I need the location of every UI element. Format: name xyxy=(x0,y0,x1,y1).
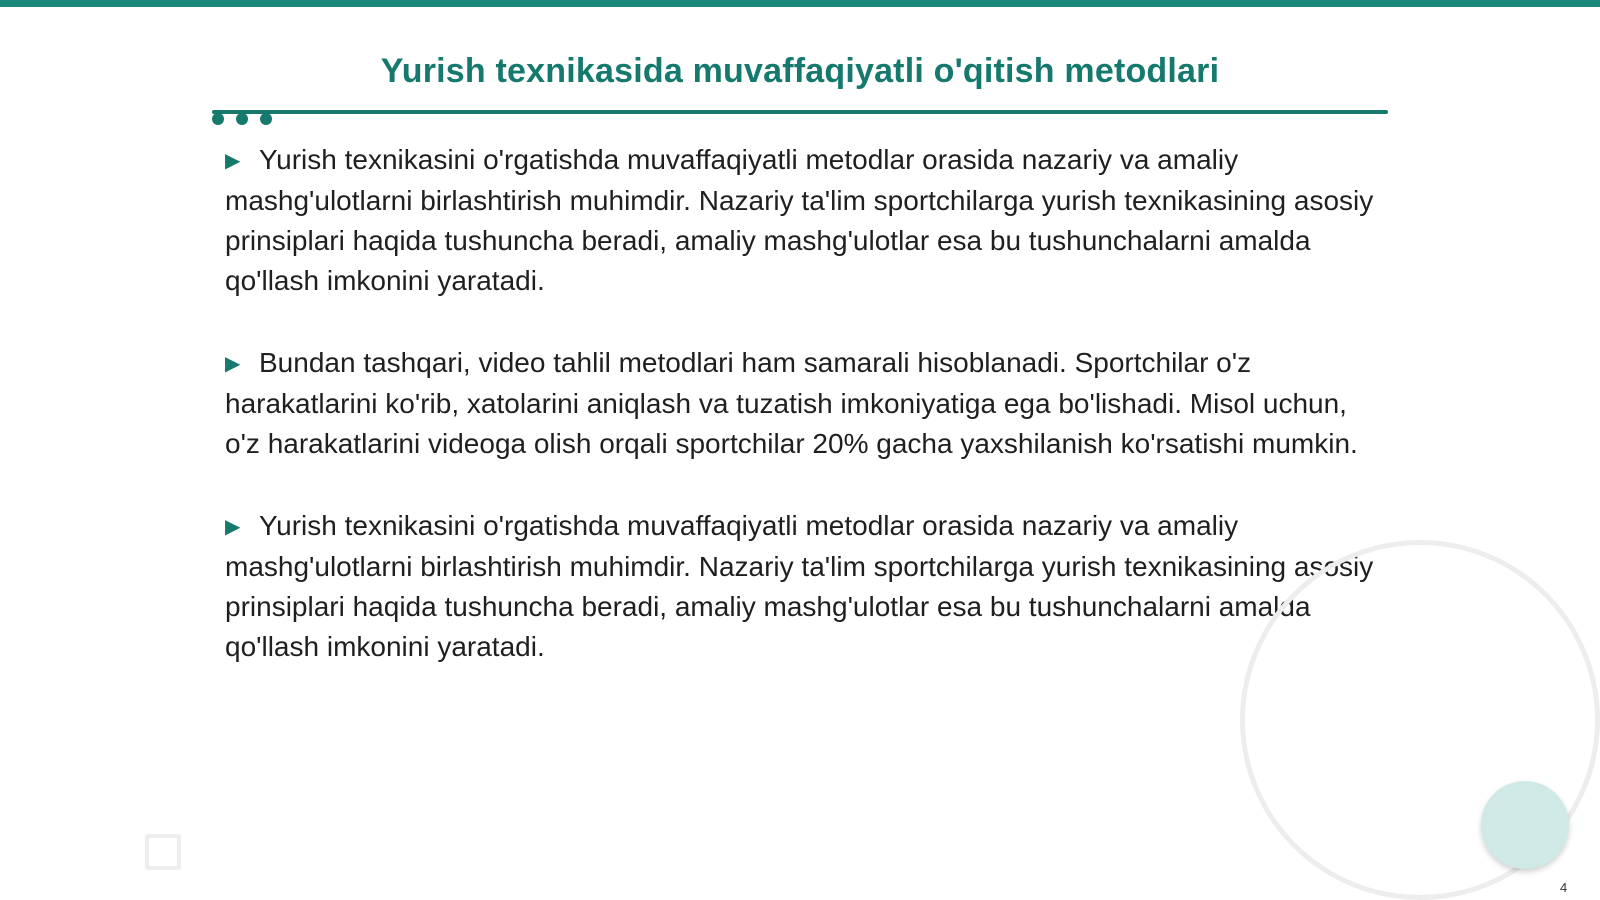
triangle-bullet-icon: ▶ xyxy=(225,353,241,375)
bullet-paragraph xyxy=(225,140,1385,301)
slide-body xyxy=(225,140,1385,709)
page-number: 4 xyxy=(1560,880,1568,895)
bullet-paragraph xyxy=(225,343,1385,464)
paragraph-text: Yurish texnikasini o'rgatishda muvaffaqiyatli metodlar orasida nazariy va amaliy mashg'ulotlarni birlashtirish muhimdir. Nazariy ta'lim sportchilarga yurish texnikasining asosiy prinsiplari haqida tushuncha beradi, amaliy mashg'ulotlar esa bu tushunchalarni amalda qo'llash imkonini yaratadi. xyxy=(225,144,1374,296)
title-dots-decoration xyxy=(212,113,282,127)
triangle-bullet-icon: ▶ xyxy=(225,516,241,538)
slide-title: Yurish texnikasida muvaffaqiyatli o'qitish metodlari xyxy=(380,52,1220,90)
paragraph-text: Yurish texnikasini o'rgatishda muvaffaqiyatli metodlar orasida nazariy va amaliy mashg'ulotlarni birlashtirish muhimdir. Nazariy ta'lim sportchilarga yurish texnikasining asosiy prinsiplari haqida tushuncha beradi, amaliy mashg'ulotlar esa bu tushunchalarni amalda qo'llash imkonini yaratadi. xyxy=(225,510,1374,662)
decor-circle xyxy=(1481,781,1569,869)
paragraph-text: Bundan tashqari, video tahlil metodlari ham samarali hisoblanadi. Sportchilar o'z harakatlarini ko'rib, xatolarini aniqlash va tuzatish imkoniyatiga ega bo'lishadi. Misol uchun, o'z harakatlarini videoga olish orqali sportchilar 20% gacha yaxshilanish ko'rsatishi mumkin. xyxy=(225,347,1358,459)
decor-dot xyxy=(236,113,248,125)
decor-dot xyxy=(212,113,224,125)
decor-square xyxy=(145,834,181,870)
triangle-bullet-icon: ▶ xyxy=(225,150,241,172)
decor-dot xyxy=(260,113,272,125)
bullet-paragraph xyxy=(225,506,1385,667)
title-underline xyxy=(212,110,1388,114)
top-accent-bar xyxy=(0,0,1600,7)
